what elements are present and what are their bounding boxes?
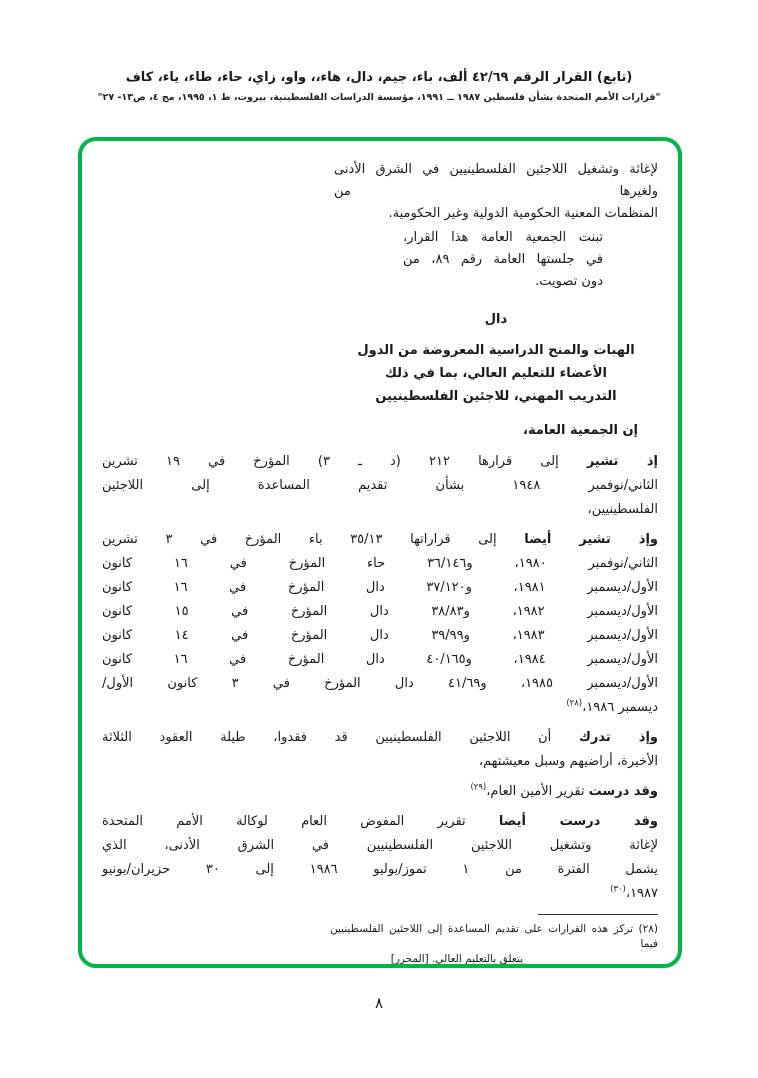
text-line: الأول/ديسمبر ١٩٨١، و٣٧/١٢٠ دال المؤرخ في ١٦ كانون xyxy=(102,580,658,595)
text-segment: ١٩٨٧، xyxy=(625,886,658,901)
footnote-ref-29: (٢٩) xyxy=(470,782,487,793)
adoption-note xyxy=(403,227,603,293)
text-segment: تقرير الأمين العام، xyxy=(486,784,585,799)
header-source-citation: "قرارات الأمم المتحدة بشأن فلسطين ١٩٨٧ ــ ١٩٩١، مؤسسة الدراسات الفلسطينية، بيروت، ط ١، ١٩٩٥، مج ٤، ص١٣- ٢٧" xyxy=(97,92,661,103)
paragraph-having-examined-also xyxy=(102,810,658,906)
paragraph-lead: وقد درست أيضا xyxy=(498,814,658,829)
section-title xyxy=(334,339,658,408)
paragraph-recalling xyxy=(102,450,658,522)
text-line: الأول/ديسمبر ١٩٨٥، و٤١/٦٩ دال المؤرخ في ٣ كانون الأول/ xyxy=(102,676,658,691)
text-line: تبنت الجمعية العامة هذا القرار، xyxy=(403,230,603,245)
text-line: دون تصويت. xyxy=(535,274,603,289)
text-line: التدريب المهني، للاجئين الفلسطينيين xyxy=(375,389,617,404)
text-line: الأول/ديسمبر ١٩٨٣، و٣٩/٩٩ دال المؤرخ في ١٤ كانون xyxy=(102,628,658,643)
text-line: الأول/ديسمبر ١٩٨٤، و٤٠/١٦٥ دال المؤرخ في ١٦ كانون xyxy=(102,652,658,667)
text-line xyxy=(330,967,458,968)
text-line: الأعضاء للتعليم العالي، بما في ذلك xyxy=(385,366,607,381)
paragraph-lead: وإذ تدرك xyxy=(578,730,658,745)
text-segment: ديسمبر ١٩٨٦، xyxy=(582,700,658,715)
footnote-label: (٢٨) xyxy=(638,923,658,935)
paragraph-recalling-also xyxy=(102,528,658,720)
paragraph-lead: وقد درست xyxy=(588,784,658,799)
text-line: الفلسطينيين، xyxy=(587,502,658,517)
section-letter: دال xyxy=(484,312,508,327)
header-title: (تابع) القرار الرقم ٤٢/٦٩ ألف، باء، جيم، دال، هاء،، واو، زاي، حاء، طاء، ياء، كاف xyxy=(125,70,633,85)
text-line: يتعلق بالتعليم العالي. [المحرر] xyxy=(390,953,523,965)
document-header xyxy=(0,70,758,103)
text-line xyxy=(102,726,658,750)
text-line: الأخيرة، أراضيهم وسبل معيشتهم، xyxy=(478,754,658,769)
paragraph-having-examined xyxy=(102,780,658,804)
content-border-box xyxy=(78,137,682,968)
text-segment: تركز هذه القرارات على تقديم المساعدة إلى اللاجئين الفلسطينيين فيما xyxy=(330,923,658,950)
text-segment: إلى قرارها ٢١٢ (د ـ ٣) المؤرخ في ١٩ تشرين xyxy=(102,454,559,469)
page-number: ٨ xyxy=(374,994,384,1012)
text-line: الثاني/نوفمبر ١٩٤٨ بشأن تقديم المساعدة إلى اللاجئين xyxy=(102,478,658,493)
carryover-paragraph xyxy=(334,159,658,225)
text-line xyxy=(102,780,658,804)
text-segment: أن اللاجئين الفلسطينيين قد فقدوا، طيلة العقود الثلاثة xyxy=(102,730,552,745)
text-line: يشمل الفترة من ١ تموز/يوليو ١٩٨٦ إلى ٣٠ حزيران/يونيو xyxy=(102,862,658,877)
footnote-divider xyxy=(538,914,658,915)
text-line xyxy=(102,882,658,906)
footnote-29 xyxy=(330,967,658,968)
text-line xyxy=(102,810,658,834)
text-line: في جلستها العامة رقم ٨٩، من xyxy=(403,252,603,267)
footnotes-section xyxy=(330,914,658,968)
text-line xyxy=(330,922,658,952)
preambular-paragraphs xyxy=(102,450,658,906)
footnote-ref-30: (٣٠) xyxy=(610,884,626,895)
text-segment: تقرير المفوض العام لوكالة الأمم المتحدة xyxy=(102,814,466,829)
text-line xyxy=(102,528,658,552)
text-line: الثاني/نوفمبر ١٩٨٠، و٣٦/١٤٦ حاء المؤرخ في ١٦ كانون xyxy=(102,556,658,571)
assembly-intro: إن الجمعية العامة، xyxy=(523,423,638,438)
paragraph-lead: إذ تشير xyxy=(586,454,658,469)
text-line xyxy=(102,696,658,720)
document-body xyxy=(82,141,678,968)
text-line: المنظمات المعنية الحكومية الدولية وغير الحكومية. xyxy=(388,206,658,221)
text-line xyxy=(102,450,658,474)
paragraph-lead: وإذ تشير أيضا xyxy=(524,532,659,547)
footnote-ref-28: (٢٨) xyxy=(566,698,583,709)
text-segment: إلى قراراتها ٣٥/١٣ باء المؤرخ في ٣ تشرين xyxy=(102,532,497,547)
text-line: الهبات والمنح الدراسية المعروضة من الدول xyxy=(357,343,635,358)
text-line: الأول/ديسمبر ١٩٨٢، و٣٨/٨٣ دال المؤرخ في ١٥ كانون xyxy=(102,604,658,619)
text-line: لإغاثة وتشغيل اللاجئين الفلسطينيين في الشرق الأدنى ولغيرها من xyxy=(334,162,658,199)
footnote-28 xyxy=(330,922,658,967)
paragraph-aware xyxy=(102,726,658,774)
text-line: لإغاثة وتشغيل اللاجئين الفلسطينيين في الشرق الأدنى، الذي xyxy=(102,838,658,853)
